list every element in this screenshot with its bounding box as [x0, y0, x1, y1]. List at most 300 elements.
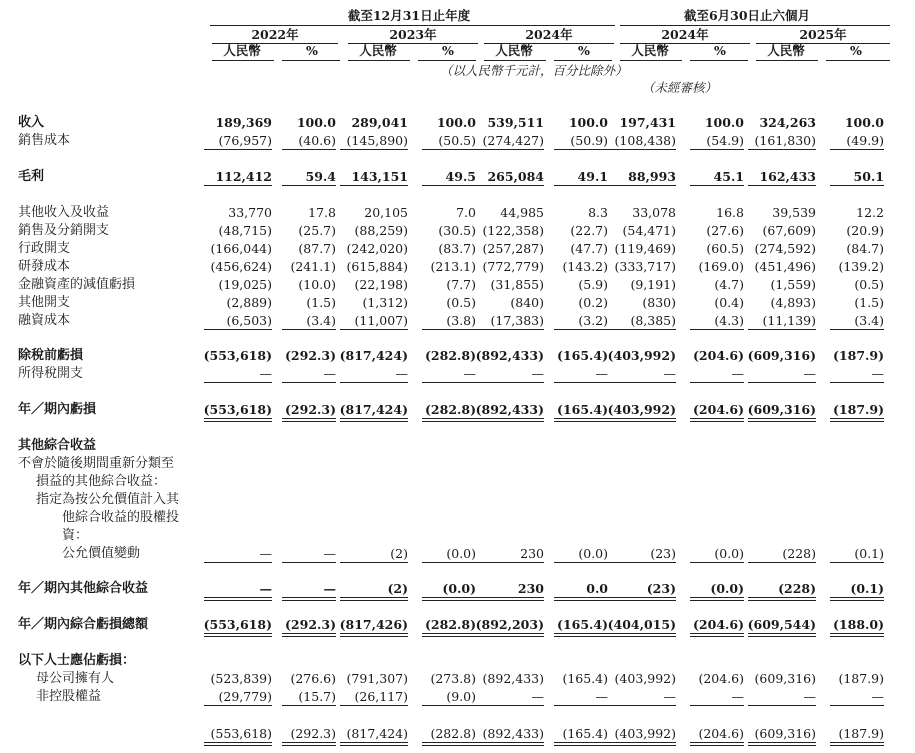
- row-label: 行政開支: [18, 241, 71, 256]
- single-underline: [748, 329, 816, 330]
- amount-cell: [338, 670, 408, 688]
- percent-cell: [280, 312, 336, 330]
- cell-value: 39,539: [772, 205, 816, 220]
- cell-value: 100.0: [844, 115, 884, 130]
- percent-cell: [552, 168, 608, 186]
- amount-cell: [606, 616, 676, 634]
- cell-value: 197,431: [619, 115, 676, 130]
- percent-cell: [552, 276, 608, 294]
- double-underline: [608, 742, 676, 746]
- percent-cell: [280, 401, 336, 419]
- amount-cell: [746, 114, 816, 132]
- amount-cell: [338, 114, 408, 132]
- table-row: [0, 222, 915, 240]
- double-underline: [748, 742, 816, 746]
- amount-cell: [746, 725, 816, 743]
- amount-cell: [338, 688, 408, 706]
- cell-value: (23): [646, 581, 676, 596]
- cell-value: (122,358): [482, 223, 544, 238]
- cell-value: (282.8): [425, 402, 476, 417]
- single-underline: [204, 149, 272, 150]
- cell-value: (187.9): [833, 402, 884, 417]
- single-underline: [340, 562, 408, 563]
- amount-cell: [474, 114, 544, 132]
- double-underline: [422, 418, 476, 422]
- cell-value: —: [531, 366, 544, 381]
- percent-cell: [420, 222, 476, 240]
- amount-cell: [606, 365, 676, 383]
- cell-value: —: [803, 689, 816, 704]
- amount-cell: [202, 168, 272, 186]
- cell-value: 289,041: [351, 115, 408, 130]
- amount-cell: [474, 168, 544, 186]
- double-underline: [554, 597, 608, 601]
- amount-cell: [202, 240, 272, 258]
- single-underline: [690, 382, 744, 383]
- table-row: [0, 545, 915, 563]
- amount-cell: [202, 222, 272, 240]
- cell-value: (19,025): [218, 277, 272, 292]
- single-underline: [608, 705, 676, 706]
- cell-value: —: [259, 366, 272, 381]
- percent-cell: [828, 222, 884, 240]
- percent-cell: [828, 365, 884, 383]
- single-underline: [554, 562, 608, 563]
- double-underline: [830, 633, 884, 637]
- double-underline: [282, 418, 336, 422]
- row-label: 銷售及分銷開支: [18, 223, 110, 238]
- cell-value: 44,985: [500, 205, 544, 220]
- amount-cell: [746, 222, 816, 240]
- unit-note: （以人民幣千元計，百分比除外）: [440, 63, 628, 78]
- percent-cell: [688, 688, 744, 706]
- cell-value: (17,383): [490, 313, 544, 328]
- row-label: 損益的其他綜合收益：: [36, 474, 167, 489]
- amount-cell: [338, 276, 408, 294]
- percent-header: %: [578, 43, 590, 58]
- cell-value: (49.9): [846, 133, 884, 148]
- cell-value: (22.7): [570, 223, 608, 238]
- row-label: 所得稅開支: [18, 366, 84, 381]
- percent-cell: [420, 347, 476, 365]
- single-underline: [608, 149, 676, 150]
- cell-value: 17.8: [308, 205, 336, 220]
- cell-value: (9.0): [446, 689, 476, 704]
- amount-cell: [606, 204, 676, 222]
- cell-value: (6,503): [226, 313, 272, 328]
- subheader-underline: [620, 60, 682, 61]
- cell-value: (892,433): [475, 348, 544, 363]
- cell-value: (3.2): [578, 313, 608, 328]
- cell-value: (242,020): [346, 241, 408, 256]
- single-underline: [690, 185, 744, 186]
- subheader-underline: [348, 60, 410, 61]
- percent-cell: [280, 222, 336, 240]
- amount-cell: [338, 168, 408, 186]
- cell-value: 45.1: [713, 169, 744, 184]
- cell-value: 100.0: [296, 115, 336, 130]
- subheader-underline: [212, 60, 274, 61]
- amount-cell: [474, 312, 544, 330]
- amount-cell: [338, 312, 408, 330]
- cell-value: (403,992): [614, 671, 676, 686]
- cell-value: (0.0): [714, 546, 744, 561]
- cell-value: (840): [510, 295, 544, 310]
- cell-value: (25.7): [298, 223, 336, 238]
- percent-cell: [280, 240, 336, 258]
- percent-cell: [552, 670, 608, 688]
- single-underline: [204, 562, 272, 563]
- table-row: [0, 258, 915, 276]
- amount-cell: [338, 580, 408, 598]
- single-underline: [476, 705, 544, 706]
- cell-value: (76,957): [218, 133, 272, 148]
- cell-value: (553,618): [210, 726, 272, 741]
- cell-value: (84.7): [846, 241, 884, 256]
- single-underline: [282, 382, 336, 383]
- cell-value: (0.0): [446, 546, 476, 561]
- percent-cell: [552, 294, 608, 312]
- single-underline: [748, 149, 816, 150]
- percent-cell: [552, 688, 608, 706]
- single-underline: [608, 562, 676, 563]
- cell-value: (143.2): [562, 259, 608, 274]
- currency-header: 人民幣: [495, 43, 533, 58]
- percent-cell: [420, 365, 476, 383]
- single-underline: [830, 149, 884, 150]
- amount-cell: [606, 312, 676, 330]
- cell-value: 7.0: [456, 205, 476, 220]
- group-underline-year-end: [210, 25, 615, 26]
- percent-cell: [688, 545, 744, 563]
- amount-cell: [338, 258, 408, 276]
- double-underline: [830, 742, 884, 746]
- percent-cell: [688, 670, 744, 688]
- double-underline: [340, 742, 408, 746]
- cell-value: (60.5): [706, 241, 744, 256]
- year-header-2024: 2024年: [525, 27, 573, 42]
- cell-value: (4.3): [714, 313, 744, 328]
- cell-value: (0.1): [850, 581, 884, 596]
- table-row: [0, 240, 915, 258]
- cell-value: (0.4): [714, 295, 744, 310]
- percent-cell: [552, 114, 608, 132]
- double-underline: [204, 633, 272, 637]
- percent-cell: [420, 114, 476, 132]
- cell-value: (27.6): [706, 223, 744, 238]
- percent-cell: [688, 580, 744, 598]
- cell-value: (67,609): [762, 223, 816, 238]
- percent-cell: [688, 132, 744, 150]
- single-underline: [690, 149, 744, 150]
- table-row: [0, 670, 915, 688]
- cell-value: 230: [517, 581, 544, 596]
- double-underline: [282, 597, 336, 601]
- amount-cell: [474, 294, 544, 312]
- amount-cell: [474, 347, 544, 365]
- cell-value: 20,105: [364, 205, 408, 220]
- cell-value: (119,469): [614, 241, 676, 256]
- row-label: 非控股權益: [36, 689, 102, 704]
- percent-header: %: [306, 43, 318, 58]
- cell-value: (553,618): [203, 617, 272, 632]
- table-row: [0, 725, 915, 743]
- cell-value: (4,893): [770, 295, 816, 310]
- cell-value: (11,007): [354, 313, 408, 328]
- double-underline: [830, 418, 884, 422]
- amount-cell: [338, 545, 408, 563]
- amount-cell: [202, 114, 272, 132]
- amount-cell: [338, 365, 408, 383]
- row-label: 毛利: [18, 169, 45, 184]
- percent-cell: [828, 688, 884, 706]
- cell-value: 162,433: [759, 169, 816, 184]
- single-underline: [830, 705, 884, 706]
- cell-value: (20.9): [846, 223, 884, 238]
- percent-cell: [688, 616, 744, 634]
- percent-cell: [280, 616, 336, 634]
- double-underline: [204, 418, 272, 422]
- cell-value: (3.4): [854, 313, 884, 328]
- amount-cell: [474, 222, 544, 240]
- percent-cell: [280, 545, 336, 563]
- cell-value: (9,191): [630, 277, 676, 292]
- percent-cell: [420, 580, 476, 598]
- double-underline: [204, 597, 272, 601]
- cell-value: (23): [650, 546, 676, 561]
- cell-value: —: [323, 581, 336, 596]
- percent-cell: [420, 545, 476, 563]
- percent-cell: [828, 580, 884, 598]
- single-underline: [608, 329, 676, 330]
- cell-value: —: [871, 366, 884, 381]
- double-underline: [476, 742, 544, 746]
- cell-value: (817,424): [339, 348, 408, 363]
- table-row: [0, 473, 915, 491]
- percent-cell: [552, 204, 608, 222]
- cell-value: (228): [778, 581, 816, 596]
- cell-value: (54.9): [706, 133, 744, 148]
- percent-cell: [688, 222, 744, 240]
- cell-value: (0.0): [578, 546, 608, 561]
- row-label: 銷售成本: [18, 133, 71, 148]
- percent-cell: [280, 276, 336, 294]
- cell-value: 16.8: [716, 205, 744, 220]
- cell-value: (0.1): [854, 546, 884, 561]
- cell-value: 539,511: [487, 115, 544, 130]
- table-row: [0, 509, 915, 527]
- cell-value: (31,855): [490, 277, 544, 292]
- cell-value: (5.9): [578, 277, 608, 292]
- single-underline: [748, 382, 816, 383]
- cell-value: (204.6): [693, 348, 744, 363]
- cell-value: (292.3): [285, 402, 336, 417]
- percent-cell: [828, 132, 884, 150]
- subheader-underline: [690, 60, 748, 61]
- single-underline: [204, 382, 272, 383]
- percent-cell: [828, 114, 884, 132]
- currency-header: 人民幣: [359, 43, 397, 58]
- amount-cell: [338, 240, 408, 258]
- amount-cell: [202, 580, 272, 598]
- percent-cell: [552, 725, 608, 743]
- percent-cell: [552, 347, 608, 365]
- cell-value: (29,779): [218, 689, 272, 704]
- single-underline: [422, 185, 476, 186]
- amount-cell: [474, 580, 544, 598]
- cell-value: (50.5): [438, 133, 476, 148]
- single-underline: [608, 382, 676, 383]
- double-underline: [282, 633, 336, 637]
- cell-value: 49.5: [445, 169, 476, 184]
- cell-value: 12.2: [856, 205, 884, 220]
- percent-cell: [420, 688, 476, 706]
- cell-value: 8.3: [588, 205, 608, 220]
- cell-value: (54,471): [622, 223, 676, 238]
- cell-value: (817,426): [339, 617, 408, 632]
- double-underline: [422, 597, 476, 601]
- percent-cell: [420, 168, 476, 186]
- percent-cell: [420, 312, 476, 330]
- amount-cell: [746, 168, 816, 186]
- single-underline: [422, 382, 476, 383]
- cell-value: (10.0): [298, 277, 336, 292]
- percent-header: %: [850, 43, 862, 58]
- amount-cell: [474, 258, 544, 276]
- amount-cell: [202, 725, 272, 743]
- cell-value: (276.6): [290, 671, 336, 686]
- cell-value: (88,259): [354, 223, 408, 238]
- double-underline: [608, 597, 676, 601]
- amount-cell: [202, 132, 272, 150]
- single-underline: [422, 562, 476, 563]
- single-underline: [340, 329, 408, 330]
- cell-value: (165.4): [562, 671, 608, 686]
- percent-cell: [688, 294, 744, 312]
- cell-value: (257,287): [482, 241, 544, 256]
- cell-value: (404,015): [607, 617, 676, 632]
- row-label: 研發成本: [18, 259, 71, 274]
- cell-value: (241.1): [290, 259, 336, 274]
- cell-value: (403,992): [607, 402, 676, 417]
- amount-cell: [746, 688, 816, 706]
- cell-value: (817,424): [346, 726, 408, 741]
- cell-value: (553,618): [203, 402, 272, 417]
- cell-value: 100.0: [704, 115, 744, 130]
- cell-value: (187.9): [838, 671, 884, 686]
- amount-cell: [606, 688, 676, 706]
- cell-value: (40.6): [298, 133, 336, 148]
- percent-cell: [552, 222, 608, 240]
- year-header-2022: 2022年: [251, 27, 299, 42]
- cell-value: 324,263: [759, 115, 816, 130]
- single-underline: [830, 562, 884, 563]
- percent-cell: [420, 132, 476, 150]
- cell-value: —: [595, 689, 608, 704]
- cell-value: (772,779): [482, 259, 544, 274]
- amount-cell: [746, 240, 816, 258]
- percent-cell: [552, 240, 608, 258]
- single-underline: [204, 705, 272, 706]
- single-underline: [340, 705, 408, 706]
- percent-cell: [552, 401, 608, 419]
- amount-cell: [474, 365, 544, 383]
- percent-cell: [552, 365, 608, 383]
- cell-value: (817,424): [339, 402, 408, 417]
- percent-cell: [420, 258, 476, 276]
- row-label: 其他開支: [18, 295, 71, 310]
- cell-value: 50.1: [853, 169, 884, 184]
- amount-cell: [474, 132, 544, 150]
- amount-cell: [474, 240, 544, 258]
- amount-cell: [474, 616, 544, 634]
- currency-header: 人民幣: [631, 43, 669, 58]
- cell-value: 230: [520, 546, 544, 561]
- table-row: [0, 132, 915, 150]
- table-row: [0, 365, 915, 383]
- cell-value: (830): [642, 295, 676, 310]
- cell-value: —: [663, 689, 676, 704]
- table-row: [0, 294, 915, 312]
- row-label: 金融資產的減值虧損: [18, 277, 136, 292]
- row-label: 年／期內其他綜合收益: [18, 581, 149, 596]
- amount-cell: [338, 347, 408, 365]
- cell-value: (204.6): [693, 402, 744, 417]
- single-underline: [476, 329, 544, 330]
- row-label: 融資成本: [18, 313, 71, 328]
- cell-value: (282.8): [425, 617, 476, 632]
- amount-cell: [202, 670, 272, 688]
- cell-value: (165.4): [557, 617, 608, 632]
- amount-cell: [746, 580, 816, 598]
- double-underline: [554, 633, 608, 637]
- cell-value: —: [323, 546, 336, 561]
- percent-cell: [280, 670, 336, 688]
- single-underline: [830, 185, 884, 186]
- cell-value: (523,839): [210, 671, 272, 686]
- cell-value: (1,312): [362, 295, 408, 310]
- single-underline: [608, 185, 676, 186]
- percent-cell: [688, 347, 744, 365]
- cell-value: (292.3): [290, 726, 336, 741]
- cell-value: (22,198): [354, 277, 408, 292]
- cell-value: (0.5): [854, 277, 884, 292]
- cell-value: (26,117): [354, 689, 408, 704]
- double-underline: [476, 597, 544, 601]
- amount-cell: [202, 616, 272, 634]
- amount-cell: [606, 347, 676, 365]
- table-row: [0, 114, 915, 132]
- percent-cell: [828, 616, 884, 634]
- cell-value: (403,992): [614, 726, 676, 741]
- percent-cell: [420, 616, 476, 634]
- double-underline: [422, 633, 476, 637]
- cell-value: 49.1: [577, 169, 608, 184]
- percent-cell: [420, 401, 476, 419]
- cell-value: 100.0: [436, 115, 476, 130]
- percent-cell: [552, 132, 608, 150]
- cell-value: —: [259, 581, 272, 596]
- subheader-underline: [554, 60, 612, 61]
- amount-cell: [606, 222, 676, 240]
- cell-value: (282.8): [430, 726, 476, 741]
- amount-cell: [606, 114, 676, 132]
- table-row: [0, 168, 915, 186]
- amount-cell: [606, 168, 676, 186]
- double-underline: [690, 633, 744, 637]
- single-underline: [748, 562, 816, 563]
- year-header-2023: 2023年: [389, 27, 437, 42]
